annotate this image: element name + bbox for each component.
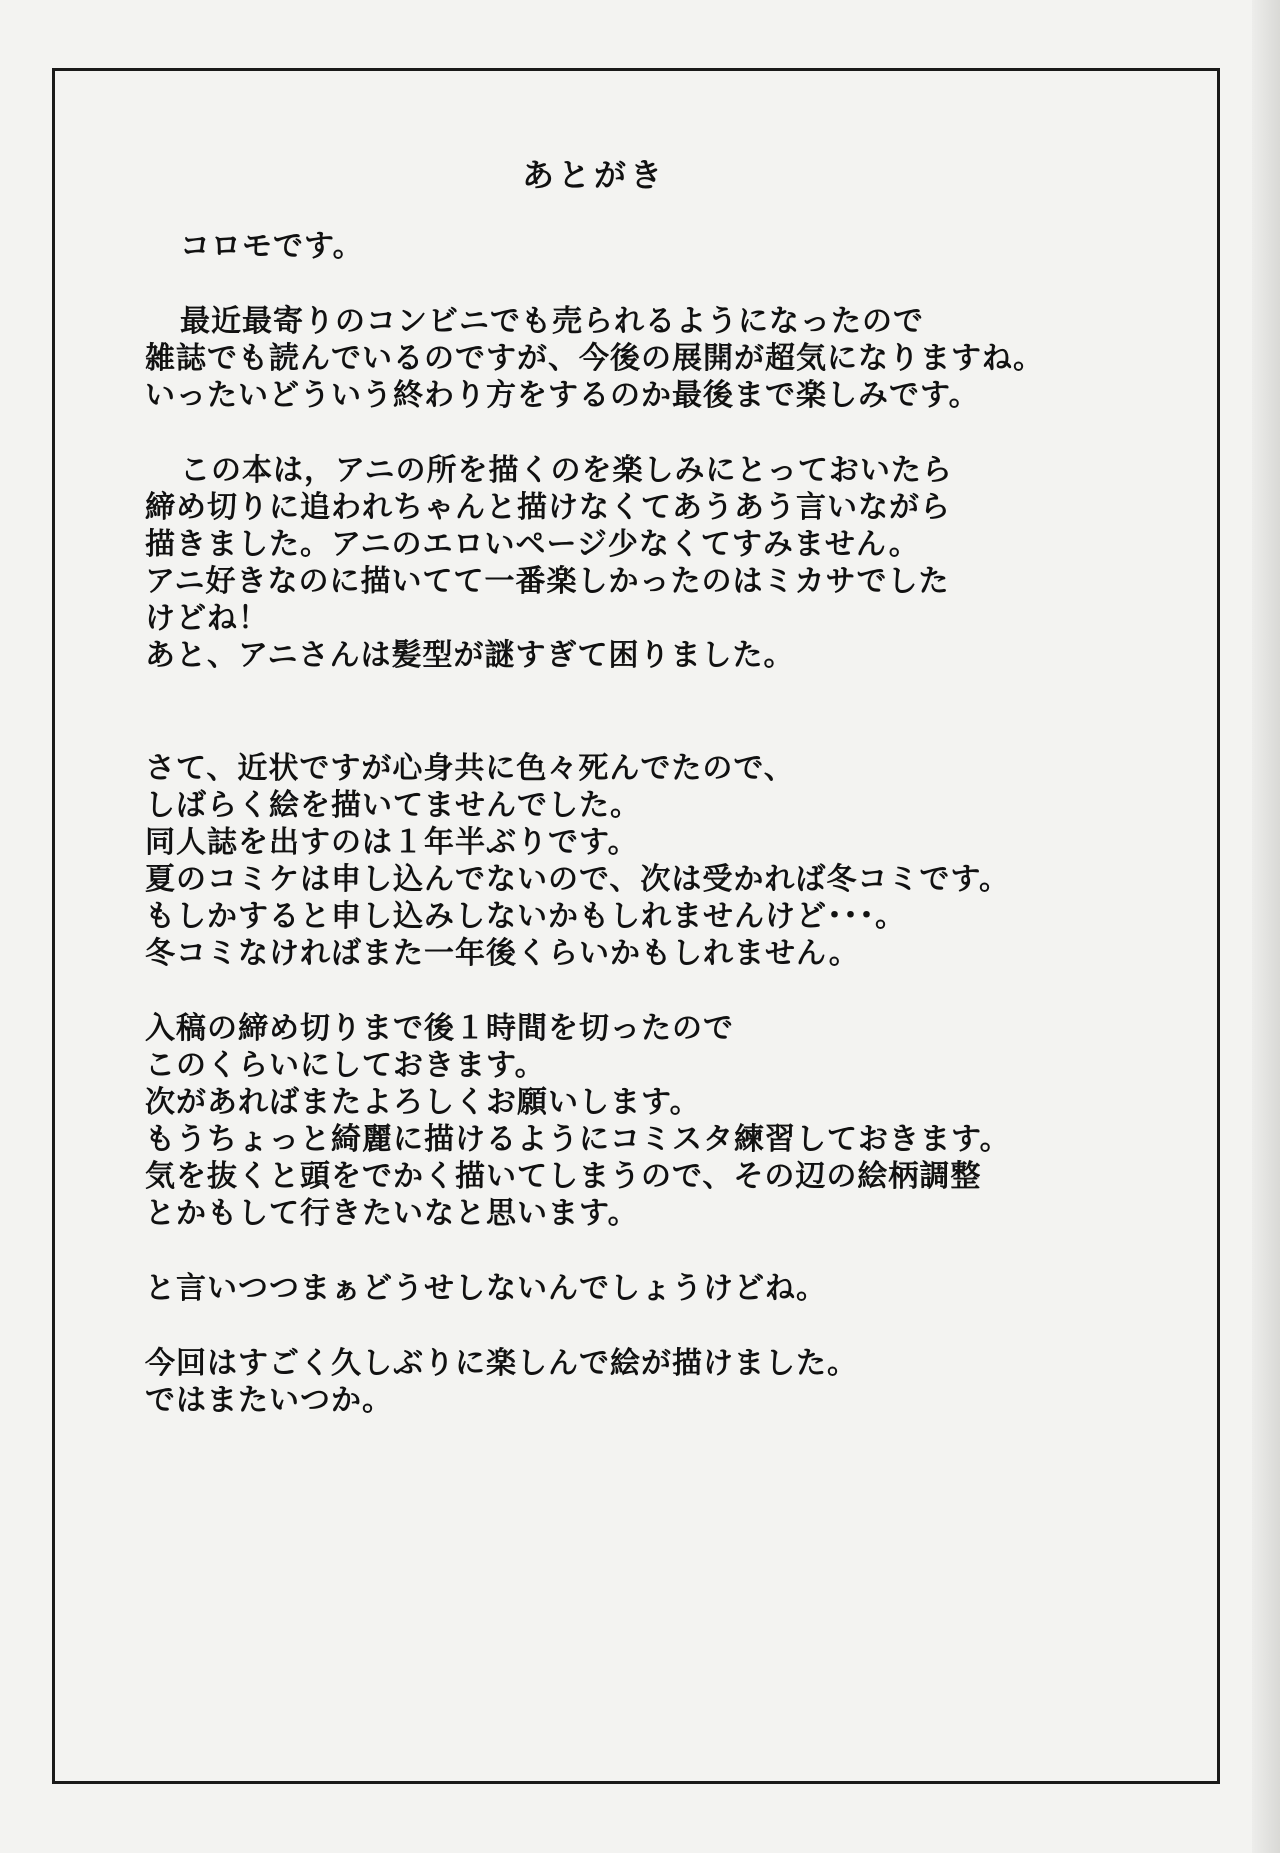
text-line: 冬コミなければまた一年後くらいかもしれません。 bbox=[145, 936, 860, 971]
paragraph bbox=[145, 452, 1205, 674]
page-title: あとがき bbox=[521, 156, 666, 194]
text-line: 今回はすごく久しぶりに楽しんで絵が描けました。 bbox=[145, 1346, 858, 1381]
text-line: けどね！ bbox=[145, 601, 269, 636]
text-line: このくらいにしておきます。 bbox=[145, 1048, 546, 1083]
paragraph bbox=[145, 1010, 1205, 1232]
text-line: この本は，アニの所を描くのを楽しみにとっておいたら bbox=[180, 453, 953, 488]
text-line: あと、アニさんは髪型が謎すぎて困りました。 bbox=[145, 638, 795, 673]
text-line: 夏のコミケは申し込んでないので、次は受かれば冬コミです。 bbox=[145, 862, 1010, 897]
text-line: コロモです。 bbox=[180, 229, 364, 264]
text-line: 次があればまたよろしくお願いします。 bbox=[145, 1085, 701, 1120]
text-line: 描きました。アニのエロいページ少なくてすみません。 bbox=[145, 527, 920, 562]
paragraph bbox=[145, 228, 1205, 265]
text-line: 同人誌を出すのは１年半ぶりです。 bbox=[145, 825, 639, 860]
text-line: いったいどういう終わり方をするのか最後まで楽しみです。 bbox=[145, 378, 980, 413]
paragraph bbox=[145, 1345, 1205, 1419]
text-line: もうちょっと綺麗に描けるようにコミスタ練習しておきます。 bbox=[145, 1122, 1011, 1157]
text-line: 締め切りに追われちゃんと描けなくてあうあう言いながら bbox=[145, 490, 951, 525]
afterword-body bbox=[145, 228, 1205, 1457]
faint-bleedthrough-colophon bbox=[890, 1490, 1190, 1750]
text-line: さて、近状ですが心身共に色々死んでたので、 bbox=[145, 751, 795, 786]
text-line: とかもして行きたいなと思います。 bbox=[145, 1196, 639, 1231]
page-edge-shadow bbox=[1252, 0, 1280, 1853]
text-line: 雑誌でも読んでいるのですが、今後の展開が超気になりますね。 bbox=[145, 341, 1044, 376]
paragraph bbox=[145, 750, 1205, 972]
paragraph bbox=[145, 1270, 1205, 1307]
text-line: ではまたいつか。 bbox=[145, 1383, 393, 1418]
text-line: 気を抜くと頭をでかく描いてしまうので、その辺の絵柄調整 bbox=[145, 1159, 982, 1194]
text-line: 最近最寄りのコンビニでも売られるようになったので bbox=[180, 304, 924, 339]
text-line: と言いつつまぁどうせしないんでしょうけどね。 bbox=[145, 1271, 827, 1306]
paragraph bbox=[145, 303, 1205, 414]
text-line: もしかすると申し込みしないかもしれませんけど･･･。 bbox=[145, 899, 906, 934]
text-line: しばらく絵を描いてませんでした。 bbox=[145, 788, 641, 823]
text-line: アニ好きなのに描いてて一番楽しかったのはミカサでした bbox=[145, 564, 950, 599]
text-line: 入稿の締め切りまで後１時間を切ったので bbox=[145, 1011, 734, 1046]
